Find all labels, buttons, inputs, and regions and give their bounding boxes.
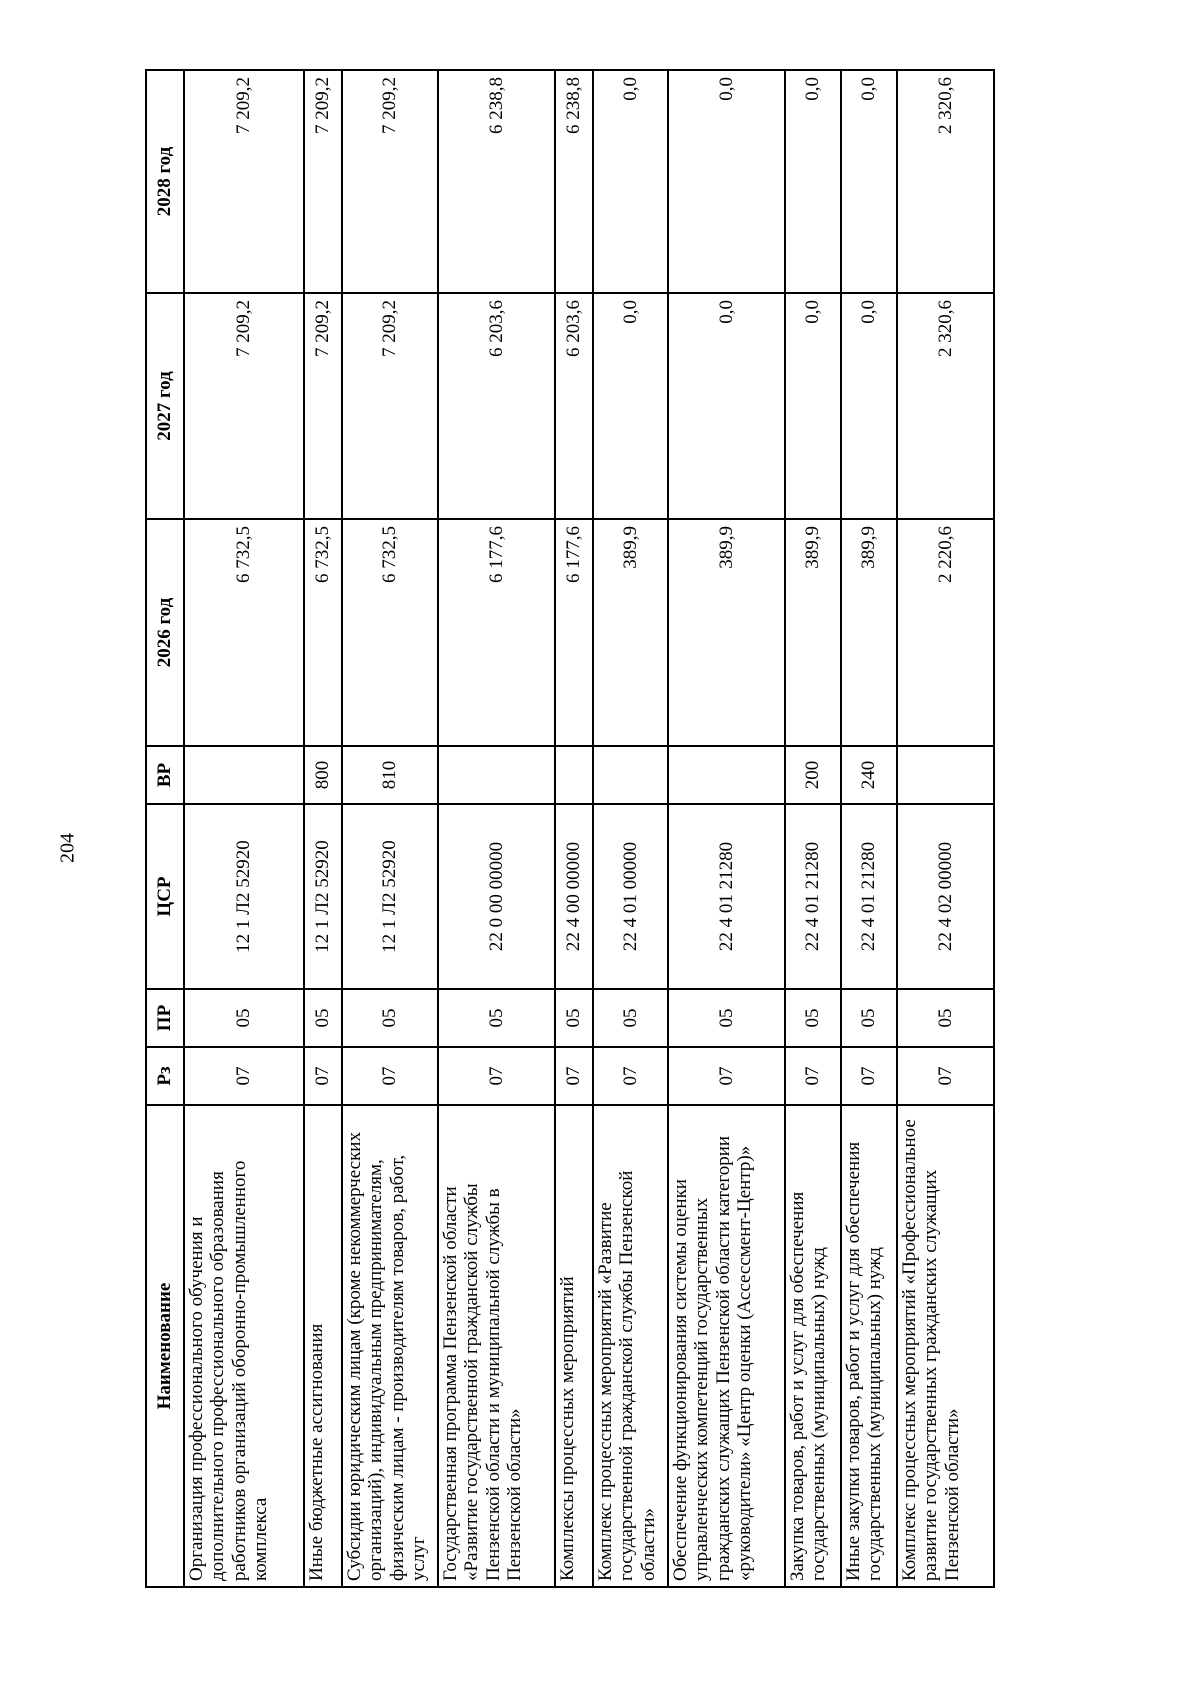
cell-name: Организация профессионального обучения и дополнительного профессионального образования работников организаций оборонно-промышленного комплекса xyxy=(184,1105,304,1587)
cell-rz: 07 xyxy=(438,1047,555,1105)
cell-2027: 0,0 xyxy=(841,293,897,519)
cell-vr xyxy=(593,746,668,804)
cell-pr: 05 xyxy=(785,989,841,1047)
table-body xyxy=(184,70,994,1587)
cell-pr: 05 xyxy=(342,989,438,1047)
cell-csr: 22 4 01 21280 xyxy=(785,804,841,989)
header-name: Наименование xyxy=(146,1105,184,1587)
table-header-row xyxy=(146,70,184,1587)
cell-pr: 05 xyxy=(593,989,668,1047)
cell-vr xyxy=(184,746,304,804)
table-row xyxy=(897,70,994,1587)
cell-2028: 2 320,6 xyxy=(897,70,994,293)
cell-csr: 12 1 Л2 52920 xyxy=(304,804,342,989)
cell-2026: 6 177,6 xyxy=(438,519,555,746)
cell-name: Комплексы процессных мероприятий xyxy=(555,1105,593,1587)
cell-vr xyxy=(438,746,555,804)
cell-2027: 7 209,2 xyxy=(184,293,304,519)
cell-pr: 05 xyxy=(555,989,593,1047)
cell-2026: 6 732,5 xyxy=(184,519,304,746)
cell-pr: 05 xyxy=(668,989,785,1047)
cell-vr xyxy=(555,746,593,804)
budget-table xyxy=(145,69,995,1588)
cell-rz: 07 xyxy=(304,1047,342,1105)
cell-2028: 6 238,8 xyxy=(555,70,593,293)
cell-2027: 7 209,2 xyxy=(304,293,342,519)
cell-csr: 12 1 Л2 52920 xyxy=(342,804,438,989)
cell-rz: 07 xyxy=(342,1047,438,1105)
header-vr: ВР xyxy=(146,746,184,804)
cell-2027: 6 203,6 xyxy=(555,293,593,519)
cell-rz: 07 xyxy=(555,1047,593,1105)
cell-2028: 6 238,8 xyxy=(438,70,555,293)
table-row xyxy=(841,70,897,1587)
cell-csr: 22 4 00 00000 xyxy=(555,804,593,989)
cell-vr: 800 xyxy=(304,746,342,804)
cell-name: Закупка товаров, работ и услуг для обеспечения государственных (муниципальных) нужд xyxy=(785,1105,841,1587)
header-csr: ЦСР xyxy=(146,804,184,989)
cell-rz: 07 xyxy=(668,1047,785,1105)
cell-2027: 0,0 xyxy=(593,293,668,519)
table-row xyxy=(668,70,785,1587)
cell-rz: 07 xyxy=(841,1047,897,1105)
cell-pr: 05 xyxy=(841,989,897,1047)
cell-rz: 07 xyxy=(785,1047,841,1105)
table-row xyxy=(304,70,342,1587)
header-pr: ПР xyxy=(146,989,184,1047)
cell-name: Иные закупки товаров, работ и услуг для обеспечения государственных (муниципальных) нужд xyxy=(841,1105,897,1587)
cell-vr: 200 xyxy=(785,746,841,804)
cell-pr: 05 xyxy=(897,989,994,1047)
cell-2028: 0,0 xyxy=(841,70,897,293)
table-row xyxy=(438,70,555,1587)
cell-2026: 389,9 xyxy=(785,519,841,746)
cell-csr: 22 4 02 00000 xyxy=(897,804,994,989)
cell-name: Субсидии юридическим лицам (кроме некоммерческих организаций), индивидуальным предпринимателям, физическим лицам - производителям товаров, работ, услуг xyxy=(342,1105,438,1587)
table-row xyxy=(342,70,438,1587)
cell-csr: 22 4 01 21280 xyxy=(841,804,897,989)
cell-2028: 7 209,2 xyxy=(304,70,342,293)
cell-pr: 05 xyxy=(304,989,342,1047)
cell-2026: 6 732,5 xyxy=(342,519,438,746)
cell-name: Комплекс процессных мероприятий «Развитие государственной гражданской службы Пензенской области» xyxy=(593,1105,668,1587)
cell-2028: 0,0 xyxy=(785,70,841,293)
cell-csr: 22 0 00 00000 xyxy=(438,804,555,989)
cell-csr: 12 1 Л2 52920 xyxy=(184,804,304,989)
header-rz: Рз xyxy=(146,1047,184,1105)
header-2028: 2028 год xyxy=(146,70,184,293)
cell-name: Государственная программа Пензенской области «Развитие государственной гражданской службы Пензенской области и муниципальной службы в Пензенской области» xyxy=(438,1105,555,1587)
header-2027: 2027 год xyxy=(146,293,184,519)
cell-2026: 6 177,6 xyxy=(555,519,593,746)
table-row xyxy=(555,70,593,1587)
table-row xyxy=(785,70,841,1587)
cell-2026: 389,9 xyxy=(668,519,785,746)
cell-vr xyxy=(668,746,785,804)
cell-name: Иные бюджетные ассигнования xyxy=(304,1105,342,1587)
cell-2028: 0,0 xyxy=(668,70,785,293)
cell-rz: 07 xyxy=(897,1047,994,1105)
cell-2026: 389,9 xyxy=(841,519,897,746)
page-number: 204 xyxy=(56,833,79,863)
table-row xyxy=(593,70,668,1587)
cell-vr: 810 xyxy=(342,746,438,804)
rotated-table-container xyxy=(145,71,963,1588)
cell-2027: 2 320,6 xyxy=(897,293,994,519)
cell-vr: 240 xyxy=(841,746,897,804)
cell-2028: 7 209,2 xyxy=(184,70,304,293)
cell-rz: 07 xyxy=(184,1047,304,1105)
cell-name: Комплекс процессных мероприятий «Профессиональное развитие государственных гражданских служащих Пензенской области» xyxy=(897,1105,994,1587)
cell-2027: 0,0 xyxy=(785,293,841,519)
cell-2027: 6 203,6 xyxy=(438,293,555,519)
cell-pr: 05 xyxy=(438,989,555,1047)
cell-2026: 389,9 xyxy=(593,519,668,746)
cell-2026: 6 732,5 xyxy=(304,519,342,746)
cell-2027: 7 209,2 xyxy=(342,293,438,519)
cell-name: Обеспечение функционирования системы оценки управленческих компетенций государственных гражданских служащих Пензенской области категории «руководители» «Центр оценки (Ассессмент-Центр)» xyxy=(668,1105,785,1587)
cell-csr: 22 4 01 00000 xyxy=(593,804,668,989)
cell-2026: 2 220,6 xyxy=(897,519,994,746)
cell-csr: 22 4 01 21280 xyxy=(668,804,785,989)
cell-rz: 07 xyxy=(593,1047,668,1105)
header-2026: 2026 год xyxy=(146,519,184,746)
cell-2027: 0,0 xyxy=(668,293,785,519)
cell-2028: 0,0 xyxy=(593,70,668,293)
cell-2028: 7 209,2 xyxy=(342,70,438,293)
cell-pr: 05 xyxy=(184,989,304,1047)
table-row xyxy=(184,70,304,1587)
cell-vr xyxy=(897,746,994,804)
